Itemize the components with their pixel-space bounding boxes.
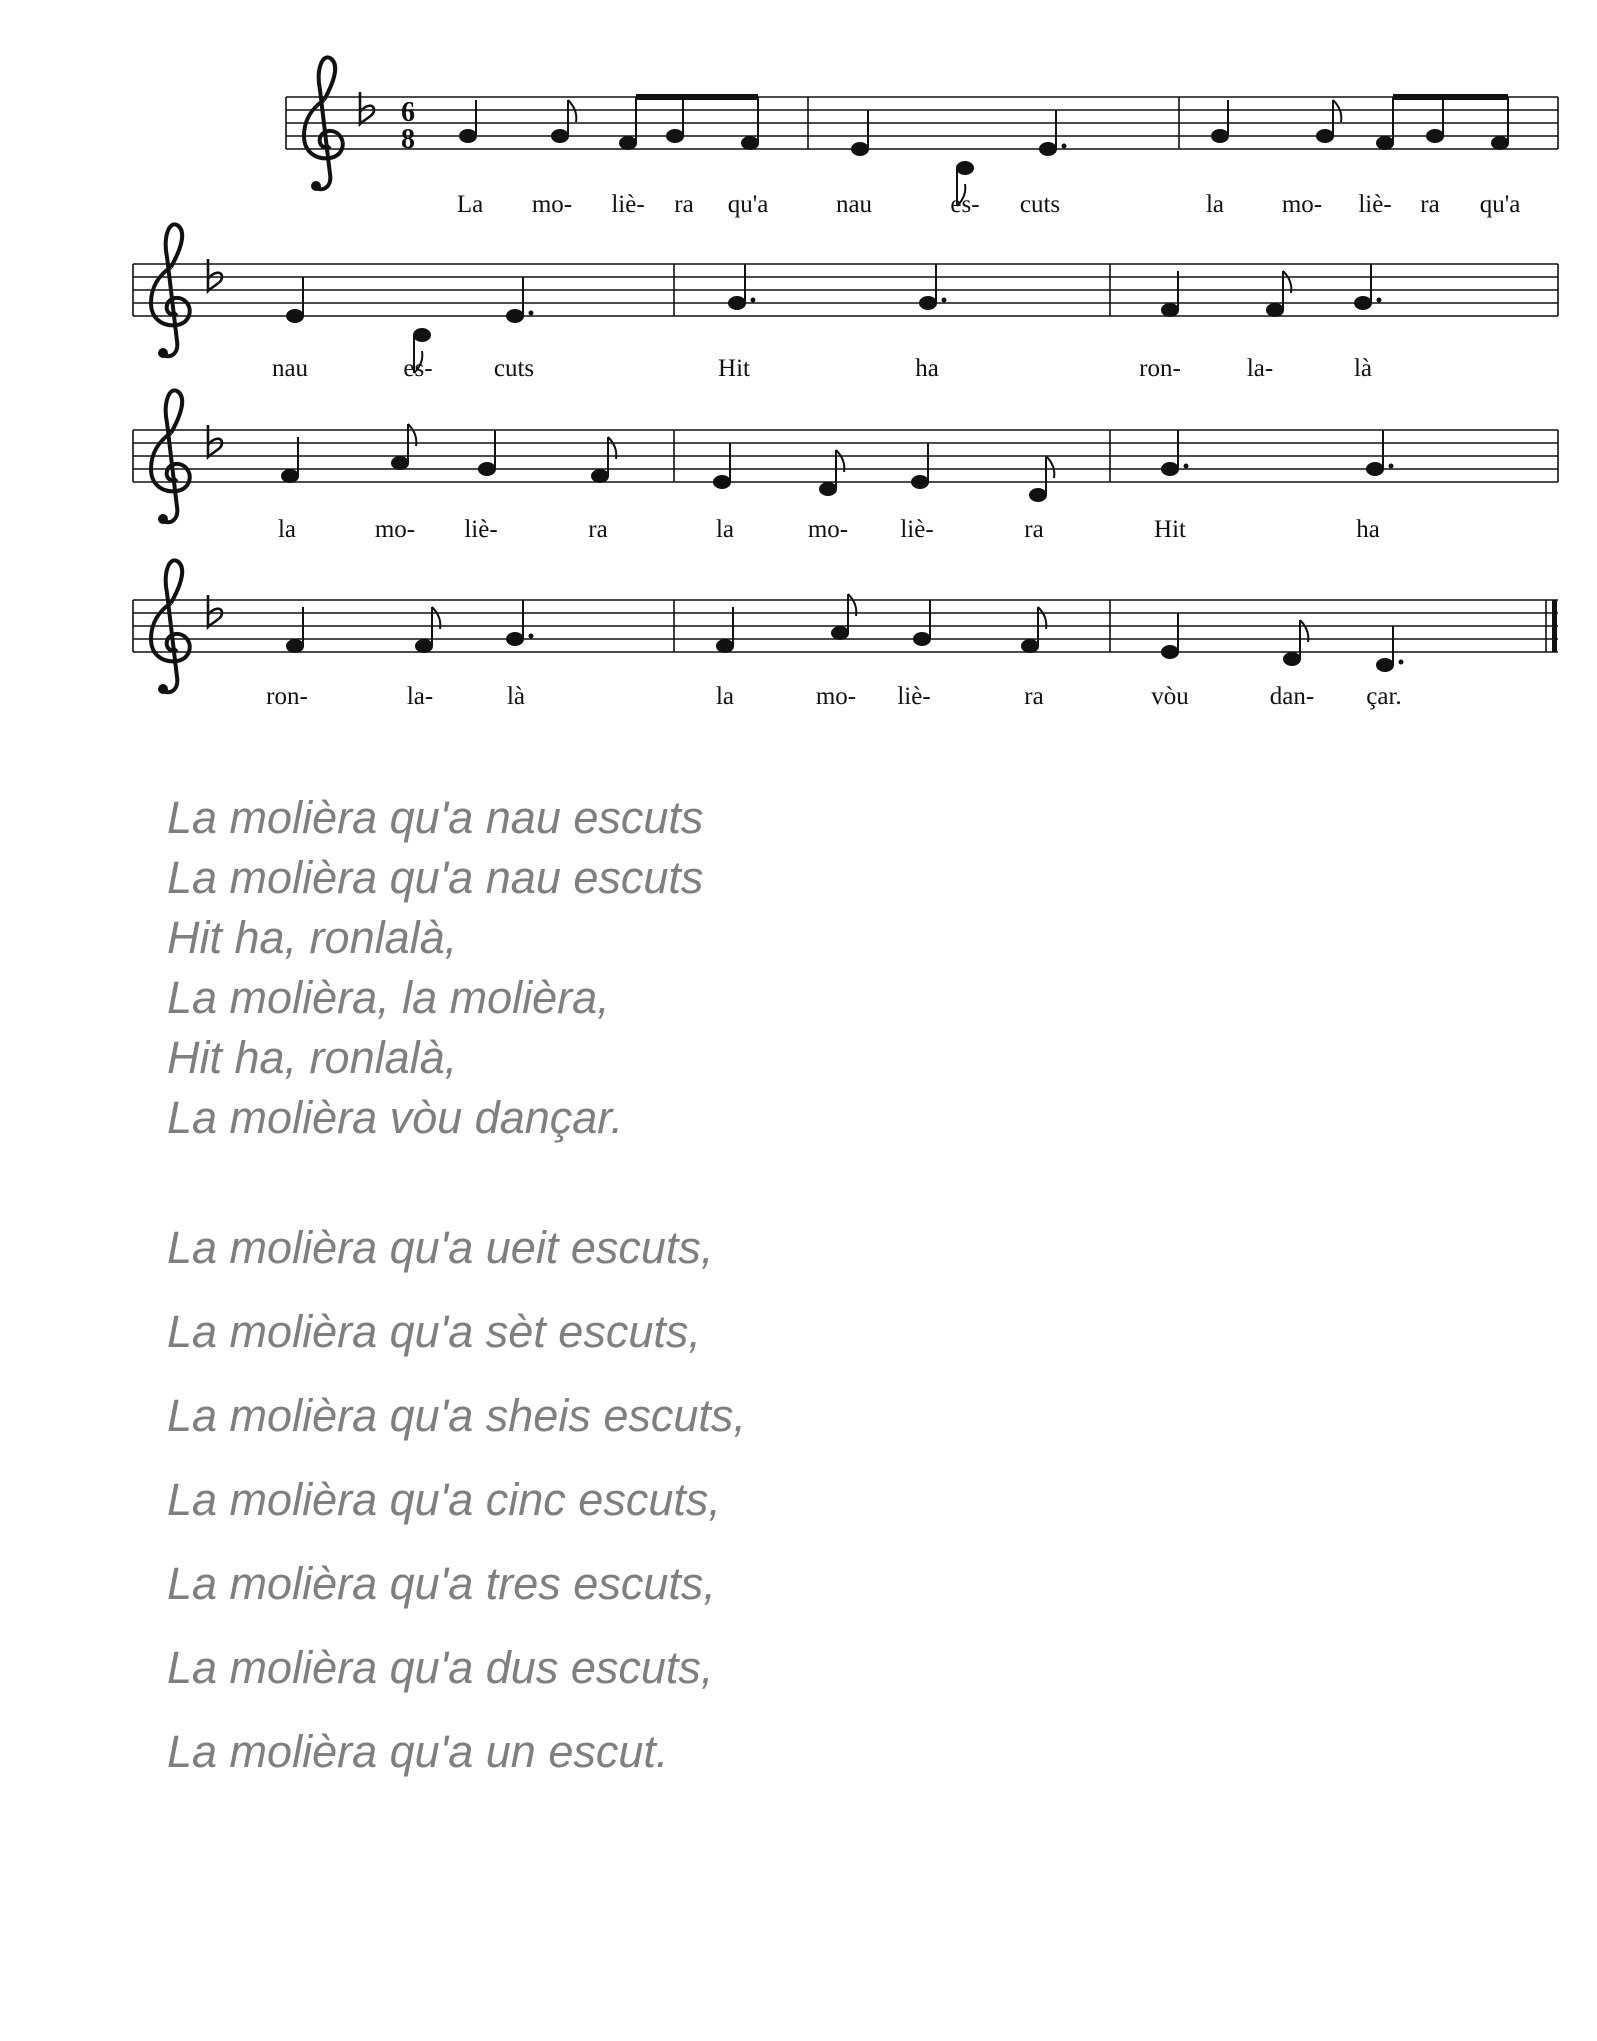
- lyrics-system-2: [272, 355, 1372, 382]
- lyric-syllable: Hit: [718, 355, 750, 382]
- time-signature-bottom: 8: [401, 124, 415, 155]
- lyric-syllable: dan-: [1269, 683, 1315, 710]
- verse-line: La molièra qu'a nau escuts: [167, 792, 704, 843]
- notes-system-3: [282, 424, 1394, 501]
- verse-line: La molièra qu'a cinc escuts,: [167, 1474, 721, 1525]
- lyric-syllable: ha: [1356, 516, 1380, 543]
- lyric-syllable: là: [506, 683, 526, 710]
- notes-system-2: [287, 264, 1382, 373]
- notes-system-4: [287, 594, 1404, 671]
- treble-clef-icon: [151, 560, 190, 694]
- lyric-syllable: La: [456, 191, 484, 218]
- lyric-syllable: ha: [915, 355, 939, 382]
- staff-system-4: [133, 560, 1558, 710]
- verse-line: La molièra vòu dançar.: [167, 1092, 624, 1143]
- verse-line: La molièra, la molièra,: [167, 972, 610, 1023]
- verse-line: La molièra qu'a ueit escuts,: [167, 1222, 714, 1273]
- lyric-syllable: mo-: [1281, 191, 1323, 218]
- lyric-syllable: mo-: [815, 683, 857, 710]
- lyric-syllable: qu'a: [1479, 191, 1521, 218]
- staff-system-2: [133, 224, 1558, 382]
- verse-line: La molièra qu'a dus escuts,: [167, 1642, 714, 1693]
- verse-1: [167, 788, 703, 1148]
- lyric-syllable: liè-: [900, 516, 934, 543]
- lyric-syllable: la: [715, 683, 735, 710]
- treble-clef-icon: [151, 390, 190, 524]
- staff-system-3: [133, 390, 1558, 543]
- lyric-syllable: liè-: [611, 191, 645, 218]
- notes-system-1: [460, 94, 1508, 206]
- lyric-syllable: la: [277, 516, 297, 543]
- lyric-syllable: liè-: [464, 516, 498, 543]
- verse-line: La molièra qu'a tres escuts,: [167, 1558, 716, 1609]
- lyric-syllable: mo-: [531, 191, 573, 218]
- treble-clef-icon: [151, 224, 190, 358]
- verse-line: La molièra qu'a sèt escuts,: [167, 1306, 701, 1357]
- lyric-syllable: ron-: [266, 683, 308, 710]
- verse-2: [167, 1218, 746, 1806]
- lyric-syllable: nau: [271, 355, 309, 382]
- lyric-syllable: ra: [588, 516, 608, 543]
- staff-system-1: [286, 57, 1558, 218]
- lyric-syllable: ron-: [1139, 355, 1181, 382]
- lyric-syllable: es-: [403, 355, 433, 382]
- lyrics-system-3: [278, 516, 1380, 543]
- lyric-syllable: qu'a: [727, 191, 769, 218]
- verse-line: La molièra qu'a sheis escuts,: [167, 1390, 746, 1441]
- lyric-syllable: la-: [1246, 355, 1274, 382]
- lyric-syllable: ra: [1024, 683, 1044, 710]
- verse-line: La molièra qu'a nau escuts: [167, 852, 704, 903]
- verse-line: Hit ha, ronlalà,: [167, 1032, 458, 1083]
- lyric-syllable: es-: [950, 191, 980, 218]
- lyric-syllable: là: [1353, 355, 1373, 382]
- lyric-syllable: ra: [1420, 191, 1440, 218]
- lyric-syllable: liè-: [1358, 191, 1392, 218]
- time-signature-top: 6: [401, 97, 415, 128]
- lyric-syllable: mo-: [807, 516, 849, 543]
- lyrics-text: [167, 788, 746, 1777]
- lyric-syllable: cuts: [1019, 191, 1061, 218]
- lyric-syllable: cuts: [493, 355, 535, 382]
- lyrics-system-1: [457, 191, 1520, 218]
- lyrics-system-4: [266, 683, 1402, 710]
- lyric-syllable: mo-: [374, 516, 416, 543]
- lyric-syllable: çar.: [1366, 683, 1402, 710]
- lyric-syllable: la-: [406, 683, 434, 710]
- lyric-syllable: Hit: [1154, 516, 1186, 543]
- lyric-syllable: nau: [835, 191, 873, 218]
- verse-line: La molièra qu'a un escut.: [167, 1726, 669, 1777]
- lyric-syllable: ra: [674, 191, 694, 218]
- music-score: [0, 0, 1597, 760]
- lyric-syllable: ra: [1024, 516, 1044, 543]
- lyric-syllable: vòu: [1151, 683, 1189, 710]
- lyric-syllable: la: [1205, 191, 1225, 218]
- treble-clef-icon: [304, 57, 343, 191]
- verse-line: Hit ha, ronlalà,: [167, 912, 458, 963]
- lyric-syllable: liè-: [897, 683, 931, 710]
- lyric-syllable: la: [715, 516, 735, 543]
